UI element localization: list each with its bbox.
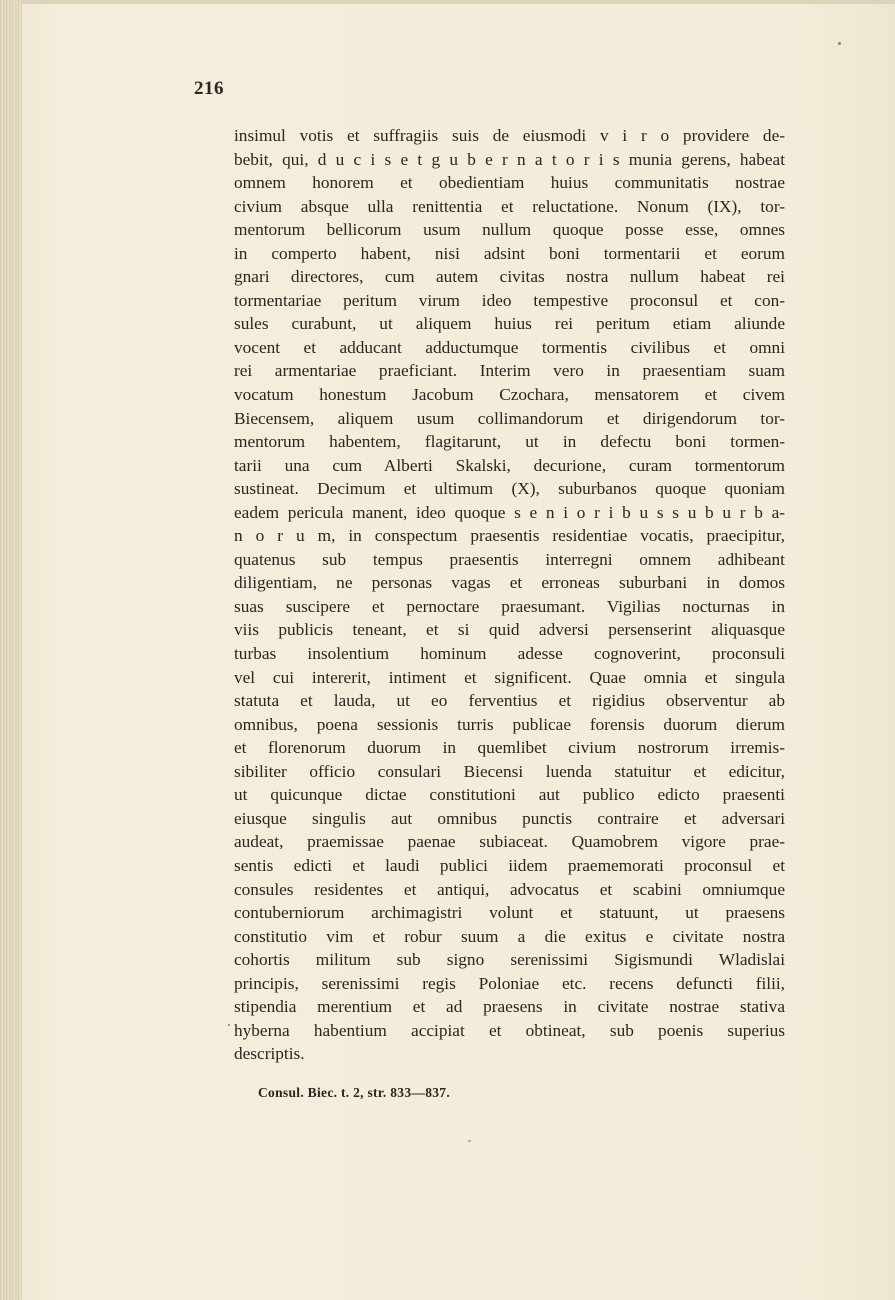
text-line: eiusque singulis aut omnibus punctis contraire et adversari — [234, 808, 785, 828]
text-line: omnem honorem et obedientiam huius communitatis nostrae — [234, 173, 785, 193]
text-line: mentorum bellicorum usum nullum quoque posse esse, omnes — [234, 220, 785, 240]
text-line: constitutio vim et robur suum a die exitus e civitate nostra — [234, 926, 785, 946]
text-line: sustineat. Decimum et ultimum (X), suburbanos quoque quoniam — [234, 479, 785, 499]
text-line: audeat, praemissae paenae subiaceat. Quamobrem vigore prae- — [234, 832, 785, 852]
text-line: statuta et lauda, ut eo ferventius et rigidius observentur ab — [234, 691, 785, 711]
text-line: omnibus, poena sessionis turris publicae forensis duorum dierum — [234, 714, 785, 734]
text-line: bebit, qui, d u c i s e t g u b e r n a t o r i s munia gerens, habeat — [234, 149, 785, 169]
text-line: tormentariae peritum virum ideo tempestive proconsul et con- — [234, 290, 785, 310]
text-line: eadem pericula manent, ideo quoque s e n i o r i b u s s u b u r b a- — [234, 502, 785, 522]
text-line: diligentiam, ne personas vagas et erroneas suburbani in domos — [234, 573, 785, 593]
text-line: vocatum honestum Jacobum Czochara, mensatorem et civem — [234, 385, 785, 405]
text-line: quatenus sub tempus praesentis interregni omnem adhibeant — [234, 549, 785, 569]
text-line: hyberna habentium accipiat et obtineat, sub poenis superius — [234, 1020, 785, 1040]
binding-edge — [0, 0, 22, 1300]
text-line: vocent et adducant adductumque tormentis civilibus et omni — [234, 337, 785, 357]
text-line: gnari directores, cum autem civitas nostra nullum habeat rei — [234, 267, 785, 287]
text-line: tarii una cum Alberti Skalski, decurione, curam tormentorum — [234, 455, 785, 475]
text-line: sibiliter officio consulari Biecensi luenda statuitur et edicitur, — [234, 761, 785, 781]
text-line: Biecensem, aliquem usum collimandorum et dirigendorum tor- — [234, 408, 785, 428]
text-line: in comperto habent, nisi adsint boni tormentarii et eorum — [234, 243, 785, 263]
text-line: stipendia merentium et ad praesens in civitate nostrae stativa — [234, 997, 785, 1017]
source-citation: Consul. Biec. t. 2, str. 833—837. — [258, 1085, 451, 1100]
text-line: rei armentariae praeficiant. Interim vero in praesentiam suam — [234, 361, 785, 381]
text-line: insimul votis et suffragiis suis de eiusmodi v i r o providere de- — [234, 126, 785, 145]
ink-speck — [228, 1024, 230, 1026]
text-line: viis publicis teneant, et si quid adversi persenserint aliquasque — [234, 620, 785, 640]
text-line: civium absque ulla renittentia et reluctatione. Nonum (IX), tor- — [234, 196, 785, 216]
text-line: et florenorum duorum in quemlibet civium nostrorum irremis- — [234, 738, 785, 758]
text-line: n o r u m, in conspectum praesentis residentiae vocatis, praecipitur, — [234, 526, 785, 546]
page-top-edge — [22, 0, 895, 4]
text-line: turbas insolentium hominum adesse cognoverint, proconsuli — [234, 644, 785, 664]
text-line: vel cui intererit, intiment et significent. Quae omnia et singula — [234, 667, 785, 687]
text-line: contuberniorum archimagistri volunt et statuunt, ut praesens — [234, 903, 785, 923]
ink-speck — [468, 1140, 471, 1142]
text-line: mentorum habentem, flagitarunt, ut in defectu boni tormen- — [234, 432, 785, 452]
text-line: descriptis. — [234, 1044, 305, 1064]
text-line: consules residentes et antiqui, advocatus et scabini omniumque — [234, 879, 785, 899]
text-line: sules curabunt, ut aliquem huius rei peritum etiam aliunde — [234, 314, 785, 334]
text-line: principis, serenissimi regis Poloniae etc. recens defuncti filii, — [234, 973, 785, 993]
page-number: 216 — [194, 78, 224, 99]
text-line: ut quicunque dictae constitutioni aut publico edicto praesenti — [234, 785, 785, 805]
text-line: cohortis militum sub signo serenissimi Sigismundi Wladislai — [234, 950, 785, 970]
text-line: suas suscipere et pernoctare praesumant. Vigilias nocturnas in — [234, 596, 785, 616]
text-line: sentis edicti et laudi publici iidem praememorati proconsul et — [234, 855, 785, 875]
ink-speck — [838, 42, 841, 45]
body-text — [234, 124, 785, 1066]
